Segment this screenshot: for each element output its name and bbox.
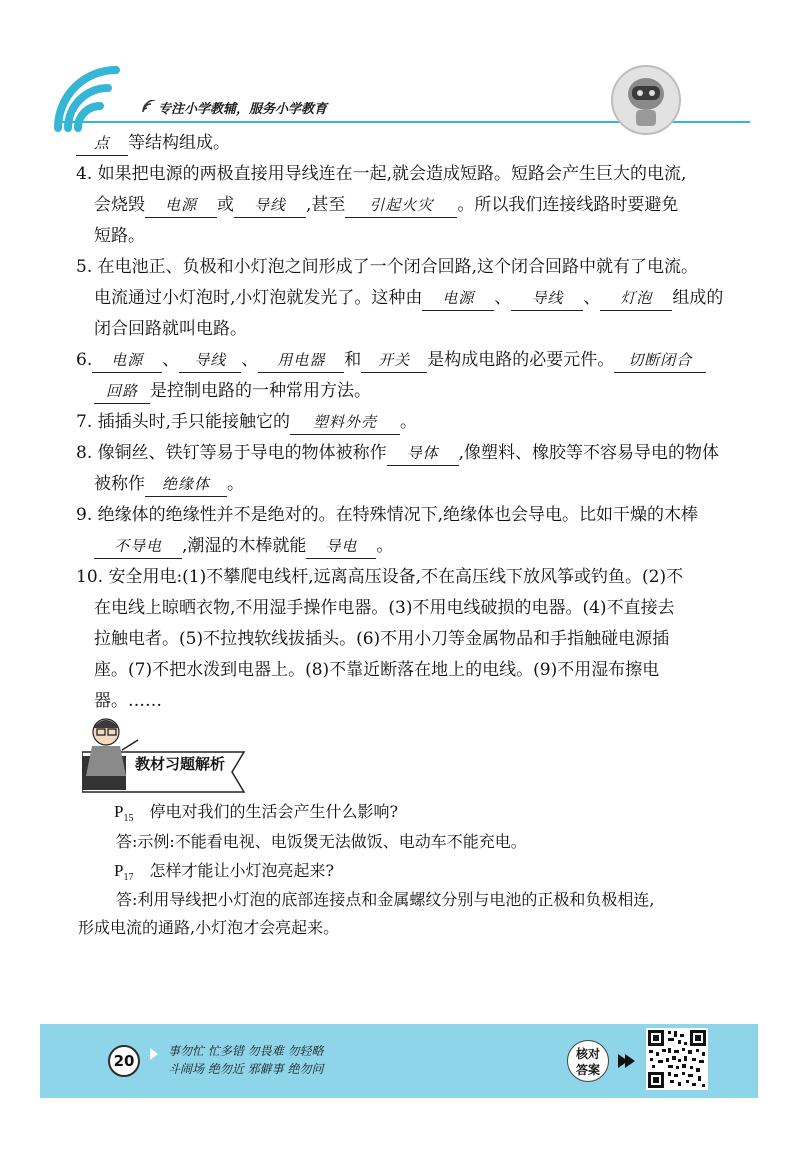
answer-blank: 导线	[234, 193, 306, 218]
exercise-2-answer-line-1: 答:利用导线把小灯泡的底部连接点和金属螺纹分别与电池的正极和负极相连,	[116, 890, 655, 909]
page-number: 20	[108, 1045, 140, 1077]
answer-blank: 灯泡	[600, 286, 672, 311]
item-10-line-5: 器。……	[94, 691, 162, 711]
signal-icon	[141, 100, 157, 114]
exercise-2-answer-line-2: 形成电流的通路,小灯泡才会亮起来。	[78, 918, 340, 937]
item-10-line-1: 10. 安全用电:(1)不攀爬电线杆,远离高压设备,不在高压线下放风筝或钓鱼。(2)不	[76, 567, 684, 587]
qr-code-icon[interactable]	[646, 1028, 708, 1090]
header-slogan: 专注小学教辅，服务小学教育	[158, 102, 328, 117]
section-title: 教材习题解析	[135, 755, 226, 773]
answer-blank: 开关	[361, 348, 427, 373]
item-9-line-1: 9. 绝缘体的绝缘性并不是绝对的。在特殊情况下,绝缘体也会导电。比如干燥的木棒	[76, 505, 699, 525]
answer-blank: 用电器	[258, 348, 344, 373]
answer-blank: 切断闭合	[614, 348, 706, 373]
answer-blank: 塑料外壳	[290, 410, 400, 435]
item-8-line-2: 被称作 绝缘体 。	[76, 469, 746, 500]
exercise-1-question: $P_{15}$ 停电对我们的生活会产生什么影响?	[114, 802, 399, 825]
item-10-line-3: 拉触电者。(5)不拉拽软线拔插头。(6)不用小刀等金属物品和手指触碰电源插	[94, 629, 670, 649]
answer-blank: 电源	[145, 193, 217, 218]
item-8-line-1: 8. 像铜丝、铁钉等易于导电的物体被称作 导体 ,像塑料、橡胶等不容易导电的物体	[76, 438, 746, 469]
answer-blank: 电源	[422, 286, 494, 311]
triangle-right-icon	[150, 1048, 160, 1060]
item-3-continuation: 点 等结构组成。	[76, 128, 746, 159]
item-4-line-1: 4. 如果把电源的两极直接用导线连在一起,就会造成短路。短路会产生巨大的电流,	[76, 164, 687, 184]
item-10-line-4: 座。(7)不把水泼到电器上。(8)不靠近断落在地上的电线。(9)不用湿布擦电	[94, 660, 660, 680]
answer-blank: 导线	[179, 348, 241, 373]
answer-blank: 导电	[306, 534, 376, 559]
motto-line-1: 事勿忙 忙多错 勿畏难 勿轻略	[168, 1044, 324, 1058]
item-7: 7. 插插头时,手只能接触它的 塑料外壳 。	[76, 407, 746, 438]
item-5-line-3: 闭合回路就叫电路。	[94, 319, 247, 339]
motto-line-2: 斗闹场 绝勿近 邪僻事 绝勿问	[168, 1062, 324, 1076]
page-header	[0, 0, 800, 140]
check-answer-button[interactable]: 核对 答案	[567, 1040, 609, 1082]
item-10-line-2: 在电线上晾晒衣物,不用湿手操作电器。(3)不用电线破损的电器。(4)不直接去	[94, 598, 675, 618]
answer-blank: 点	[76, 131, 128, 156]
arrow-right-icon	[618, 1052, 636, 1070]
answer-blank: 回路	[94, 379, 150, 404]
item-6-line-1: 6. 电源 、 导线 、 用电器 和 开关 是构成电路的必要元件。 切断闭合	[76, 345, 746, 376]
answer-blank: 电源	[92, 348, 162, 373]
item-5-line-1: 5. 在电池正、负极和小灯泡之间形成了一个闭合回路,这个闭合回路中就有了电流。	[76, 257, 699, 277]
item-5-line-2: 电流通过小灯泡时,小灯泡就发光了。这种由 电源 、 导线 、 灯泡 组成的	[76, 283, 746, 314]
item-4-line-2: 会烧毁 电源 或 导线 ,甚至 引起火灾 。所以我们连接线路时要避免	[76, 190, 746, 221]
item-9-line-2: 不导电 ,潮湿的木棒就能 导电 。	[76, 531, 746, 562]
answer-blank: 不导电	[94, 534, 182, 559]
answer-blank: 导线	[511, 286, 583, 311]
answer-blank: 引起火灾	[345, 193, 457, 218]
answer-blank: 绝缘体	[145, 472, 227, 497]
item-6-line-2: 回路 是控制电路的一种常用方法。	[76, 376, 746, 407]
answer-blank: 导体	[387, 441, 459, 466]
fill-in-content	[76, 128, 746, 717]
exercise-1-answer: 答:示例:不能看电视、电饭煲无法做饭、电动车不能充电。	[116, 832, 527, 851]
item-4-line-3: 短路。	[94, 226, 145, 246]
exercise-2-question: $P_{17}$ 怎样才能让小灯泡亮起来?	[114, 861, 335, 884]
